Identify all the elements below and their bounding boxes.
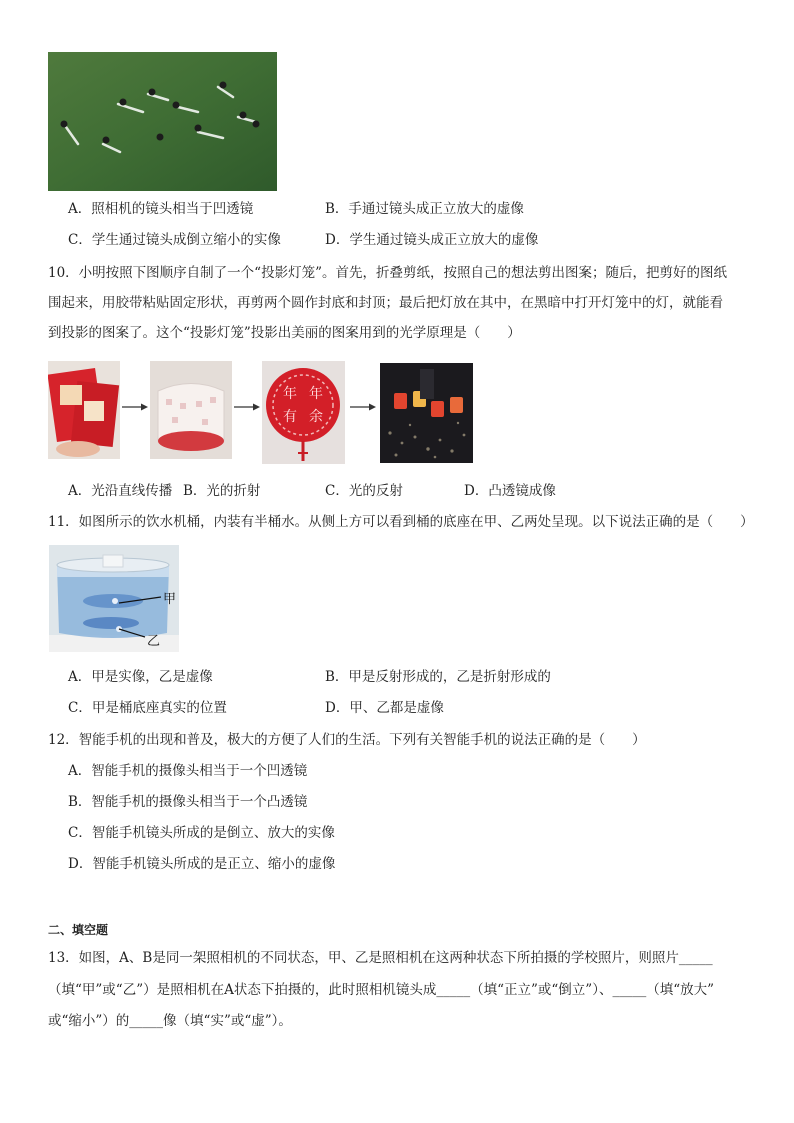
q12-option-b: B．智能手机的摄像头相当于一个凸透镜 — [68, 794, 308, 810]
q12-stem: 12．智能手机的出现和普及，极大的方便了人们的生活。下列有关智能手机的说法正确的是（ ） — [48, 732, 646, 748]
lantern-char-4: 余 — [309, 409, 323, 425]
q13-stem-line-3: 或“缩小”）的_____像（填“实”或“虚”）。 — [48, 1013, 292, 1029]
lantern-step-1-photo — [48, 361, 120, 459]
arrow-3-icon — [350, 402, 376, 412]
lantern-char-2: 年 — [309, 386, 323, 402]
q10-option-b: B．光的折射 — [183, 483, 261, 499]
label-jia: 甲 — [163, 592, 177, 607]
q11-option-d: D．甲、乙都是虚像 — [325, 700, 444, 716]
q12-option-a: A．智能手机的摄像头相当于一个凹透镜 — [68, 763, 308, 779]
q9-option-a: A．照相机的镜头相当于凹透镜 — [68, 201, 254, 217]
arrow-1-icon — [122, 402, 148, 412]
lantern-char-3: 有 — [283, 409, 297, 425]
q9-option-d: D．学生通过镜头成正立放大的虚像 — [325, 232, 539, 248]
q11-option-c: C．甲是桶底座真实的位置 — [68, 700, 227, 716]
label-yi: 乙 — [147, 634, 161, 649]
q9-option-b: B．手通过镜头成正立放大的虚像 — [325, 201, 524, 217]
q11-option-a: A．甲是实像，乙是虚像 — [68, 669, 213, 685]
q12-option-d: D．智能手机镜头所成的是正立、缩小的虚像 — [68, 856, 336, 872]
q12-option-c: C．智能手机镜头所成的是倒立、放大的实像 — [68, 825, 335, 841]
q10-stem-line-2: 围起来，用胶带粘贴固定形状，再剪两个圆作封底和封顶；最后把灯放在其中，在黑暗中打开灯笼中的灯，就能看 — [48, 295, 723, 311]
q13-stem-line-2: （填“甲”或“乙”）是照相机在A状态下拍摄的，此时照相机镜头成_____（填“正立”或“倒立”）、_____（填“放大” — [48, 982, 715, 998]
q13-stem-line-1: 13．如图，A、B是同一架照相机的不同状态，甲、乙是照相机在这两种状态下所拍摄的学校照片，则照片_____ — [48, 950, 713, 966]
students-on-grass-photo — [48, 52, 277, 191]
water-bucket-photo — [49, 545, 179, 652]
q10-stem-line-3: 到投影的图案了。这个“投影灯笼”投影出美丽的图案用到的光学原理是（ ） — [48, 325, 521, 341]
section-title-fill-blank: 二、填空题 — [48, 923, 109, 937]
arrow-2-icon — [234, 402, 260, 412]
lantern-step-3-photo — [262, 361, 345, 464]
lanterns-in-dark-photo — [380, 363, 473, 463]
q10-stem-line-1: 10．小明按照下图顺序自制了一个“投影灯笼”。首先，折叠剪纸，按照自己的想法剪出图案；随后，把剪好的图纸 — [48, 265, 727, 281]
lantern-step-2-photo — [150, 361, 232, 459]
q9-option-c: C．学生通过镜头成倒立缩小的实像 — [68, 232, 281, 248]
q10-option-c: C．光的反射 — [325, 483, 403, 499]
lantern-char-1: 年 — [283, 386, 297, 402]
q10-option-d: D．凸透镜成像 — [464, 483, 556, 499]
q11-stem: 11．如图所示的饮水机桶，内装有半桶水。从侧上方可以看到桶的底座在甲、乙两处呈现。以下说法正确的是（ ） — [48, 514, 754, 530]
q10-option-a: A．光沿直线传播 — [68, 483, 173, 499]
q11-option-b: B．甲是反射形成的，乙是折射形成的 — [325, 669, 551, 685]
